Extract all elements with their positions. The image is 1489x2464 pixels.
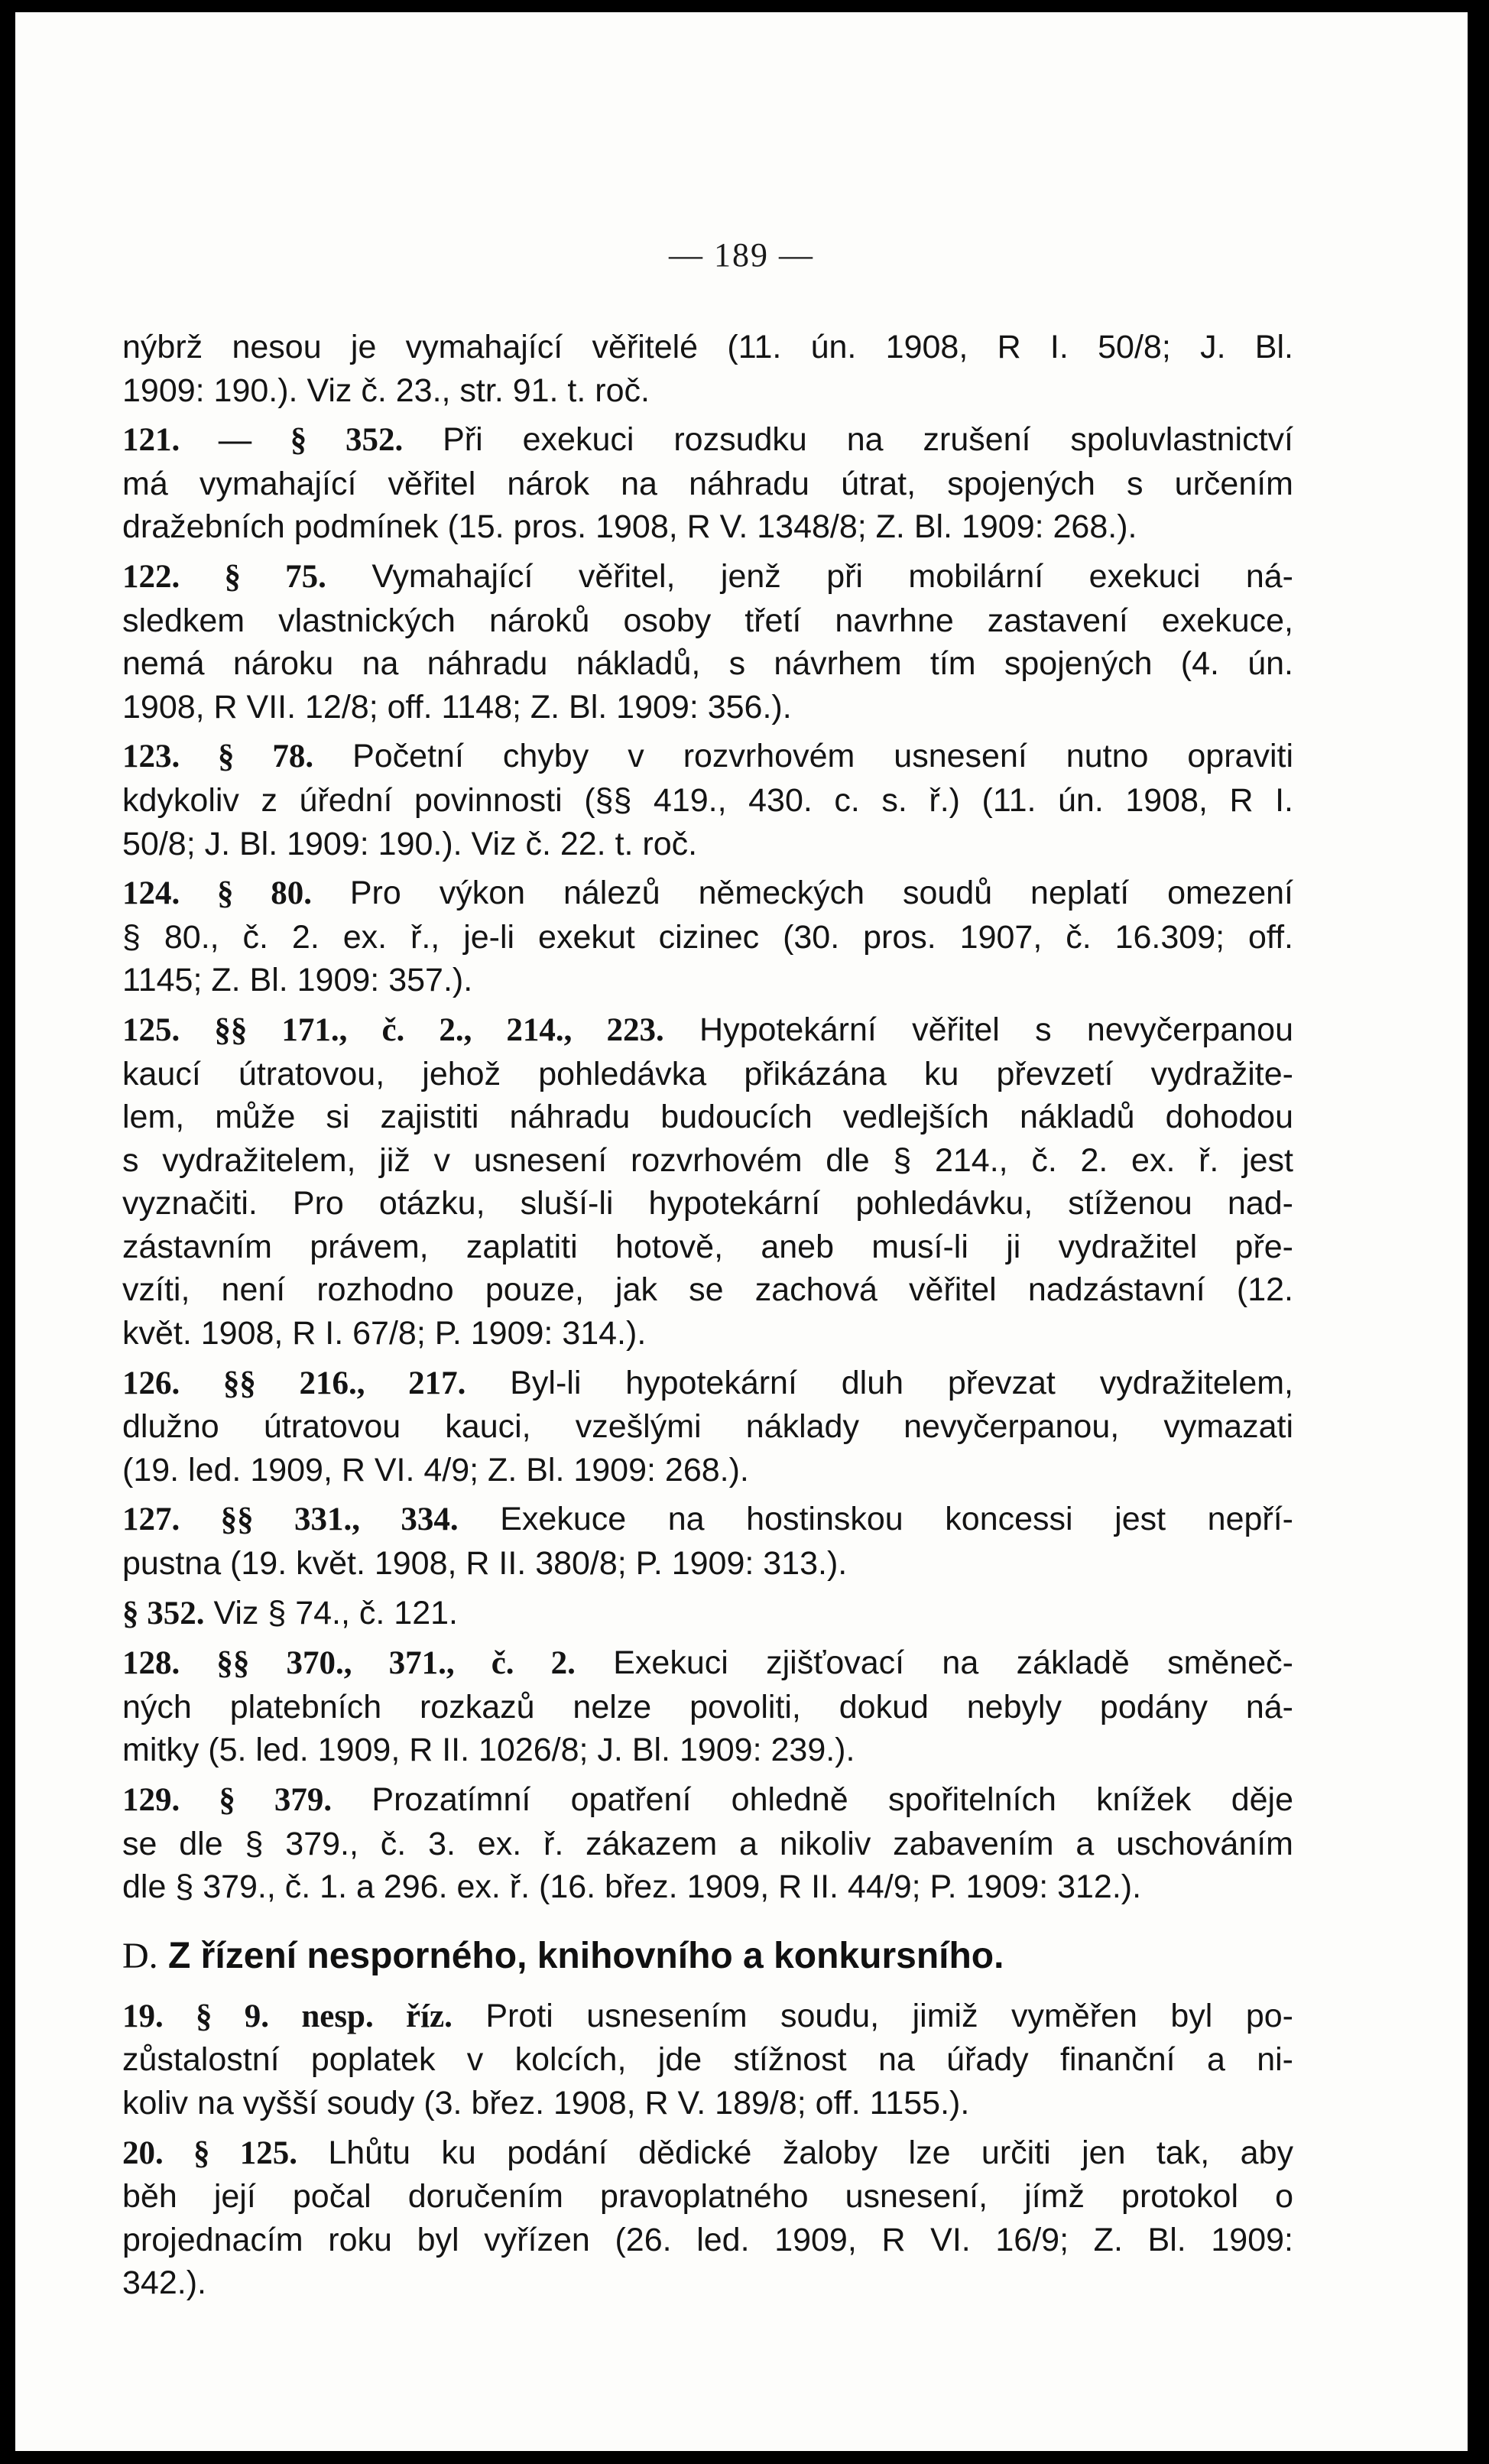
- text-line: 1909: 190.). Viz č. 23., str. 91. t. roč.: [122, 372, 650, 409]
- text-line: 128. §§ 370., 371., č. 2. Exekuci zjišťovací na základě směneč-: [122, 1644, 1293, 1682]
- text-line: 124. § 80. Pro výkon nálezů německých soudů neplatí omezení: [122, 875, 1294, 912]
- text-line: lem, může si zajistiti náhradu budoucích vedlejších nákladů dohodou: [122, 1099, 1293, 1136]
- section-title: Z řízení nesporného, knihovního a konkursního.: [168, 1935, 1004, 1976]
- section-letter: D.: [122, 1935, 158, 1976]
- paragraph-lead: 122. § 75.: [122, 558, 326, 595]
- text-line: nýbrž nesou je vymahající věřitelé (11. ún. 1908, R I. 50/8; J. Bl.: [122, 329, 1293, 365]
- paragraph-lead: 20. § 125.: [122, 2134, 297, 2171]
- text-line: má vymahající věřitel nárok na náhradu útrat, spojených s určením: [122, 465, 1293, 502]
- text-line: 125. §§ 171., č. 2., 214., 223. Hypotekární věřitel s nevyčerpanou: [122, 1011, 1293, 1048]
- text-line: vyznačiti. Pro otázku, sluší-li hypotekární pohledávku, stíženou nad-: [122, 1185, 1293, 1222]
- text-line: kaucí útratovou, jehož pohledávka přikázána ku převzetí vydražite-: [122, 1055, 1293, 1092]
- text-line: 19. § 9. nesp. říz. Proti usnesením soudu, jimiž vyměřen byl po-: [122, 1997, 1293, 2034]
- decision-paragraph: [122, 1641, 1293, 1772]
- text-line: kdykoliv z úřední povinnosti (§§ 419., 430. c. s. ř.) (11. ún. 1908, R I.: [122, 781, 1293, 819]
- text-line: ných platebních rozkazů nelze povoliti, dokud nebyly podány ná-: [122, 1688, 1293, 1725]
- text-line: 127. §§ 331., 334. Exekuce na hostinskou koncessi jest nepří-: [122, 1501, 1293, 1538]
- text-line: pustna (19. květ. 1908, R II. 380/8; P. 1909: 313.).: [122, 1545, 848, 1583]
- document-page: [15, 12, 1468, 2451]
- decision-paragraph: [122, 555, 1293, 729]
- paragraph-lead: 121. — § 352.: [122, 422, 404, 459]
- decision-paragraph: [122, 2131, 1293, 2305]
- paragraph-lead: § 352.: [122, 1595, 205, 1631]
- text-line: vzíti, není rozhodno pouze, jak se zachová věřitel nadzástavní (12.: [122, 1271, 1293, 1309]
- paragraph-lead: 124. § 80.: [122, 875, 312, 912]
- decision-paragraph: [122, 872, 1293, 1002]
- text-line: 121. — § 352. Při exekuci rozsudku na zrušení spoluvlastnictví: [122, 421, 1294, 459]
- text-line: 123. § 78. Početní chyby v rozvrhovém usnesení nutno opraviti: [122, 738, 1294, 775]
- decision-paragraph: [122, 1498, 1293, 1585]
- text-line: zástavním právem, zaplatiti hotově, aneb musí-li ji vydražitel pře-: [122, 1228, 1293, 1265]
- text-line: 50/8; J. Bl. 1909: 190.). Viz č. 22. t. roč.: [122, 825, 698, 862]
- section-decisions-list: [122, 1995, 1293, 2305]
- text-line: dle § 379., č. 1. a 296. ex. ř. (16. břez. 1909, R II. 44/9; P. 1909: 312.).: [122, 1868, 1142, 1906]
- decision-paragraph: [122, 418, 1293, 549]
- page-body: [122, 326, 1293, 2305]
- paragraph-lead: 128. §§ 370., 371., č. 2.: [122, 1645, 576, 1682]
- text-line: § 80., č. 2. ex. ř., je-li exekut cizinec (30. pros. 1907, č. 16.309; off.: [122, 918, 1293, 956]
- decision-paragraph: [122, 1778, 1293, 1909]
- text-line: zůstalostní poplatek v kolcích, jde stížnost na úřady finanční a ni-: [122, 2041, 1293, 2079]
- text-line: nemá nároku na náhradu nákladů, s návrhem tím spojených (4. ún.: [122, 645, 1293, 683]
- text-line: se dle § 379., č. 3. ex. ř. zákazem a nikoliv zabavením a uschováním: [122, 1825, 1293, 1862]
- decisions-list: [122, 326, 1293, 1909]
- text-line: mitky (5. led. 1909, R II. 1026/8; J. Bl. 1909: 239.).: [122, 1732, 855, 1769]
- section-heading: [122, 1932, 1293, 1981]
- page-number: — 189 —: [669, 236, 814, 274]
- decision-paragraph: [122, 735, 1293, 865]
- text-line: 129. § 379. Prozatímní opatření ohledně spořitelních knížek děje: [122, 1781, 1293, 1818]
- text-line: 1145; Z. Bl. 1909: 357.).: [122, 962, 473, 999]
- paragraph-lead: 123. § 78.: [122, 739, 314, 775]
- decision-paragraph: [122, 326, 1293, 412]
- paragraph-lead: 129. § 379.: [122, 1782, 333, 1818]
- paragraph-lead: 126. §§ 216., 217.: [122, 1365, 466, 1401]
- text-line: dražebních podmínek (15. pros. 1908, R V. 1348/8; Z. Bl. 1909: 268.).: [122, 508, 1137, 546]
- text-line: běh její počal doručením pravoplatného usnesení, jímž protokol o: [122, 2178, 1293, 2216]
- text-line: 1908, R VII. 12/8; off. 1148; Z. Bl. 1909: 356.).: [122, 688, 792, 726]
- decision-paragraph: [122, 1995, 1293, 2125]
- scan-edge: [1468, 0, 1489, 2464]
- text-line: (19. led. 1909, R VI. 4/9; Z. Bl. 1909: 268.).: [122, 1451, 749, 1488]
- decision-paragraph: [122, 1362, 1293, 1492]
- text-line: sledkem vlastnických nároků osoby třetí navrhne zastavení exekuce,: [122, 602, 1293, 639]
- text-line: koliv na vyšší soudy (3. břez. 1908, R V. 189/8; off. 1155.).: [122, 2084, 970, 2122]
- paragraph-lead: 125. §§ 171., č. 2., 214., 223.: [122, 1011, 664, 1048]
- text-line: dlužno útratovou kauci, vzešlými náklady nevyčerpanou, vymazati: [122, 1408, 1293, 1446]
- text-line: květ. 1908, R I. 67/8; P. 1909: 314.).: [122, 1315, 647, 1352]
- text-line: 20. § 125. Lhůtu ku podání dědické žaloby lze určiti jen tak, aby: [122, 2134, 1293, 2171]
- paragraph-lead: 127. §§ 331., 334.: [122, 1501, 459, 1538]
- decision-paragraph: [122, 1592, 1293, 1636]
- text-line: s vydražitelem, již v usnesení rozvrhovém dle § 214., č. 2. ex. ř. jest: [122, 1141, 1293, 1179]
- paragraph-lead: 19. § 9. nesp. říz.: [122, 1998, 453, 2034]
- text-line: § 352. Viz § 74., č. 121.: [122, 1594, 458, 1631]
- text-line: 126. §§ 216., 217. Byl-li hypotekární dluh převzat vydražitelem,: [122, 1364, 1294, 1401]
- text-line: projednacím roku byl vyřízen (26. led. 1909, R VI. 16/9; Z. Bl. 1909:: [122, 2221, 1293, 2258]
- text-line: 342.).: [122, 2264, 206, 2302]
- text-line: 122. § 75. Vymahající věřitel, jenž při mobilární exekuci ná-: [122, 557, 1294, 595]
- decision-paragraph: [122, 1008, 1293, 1355]
